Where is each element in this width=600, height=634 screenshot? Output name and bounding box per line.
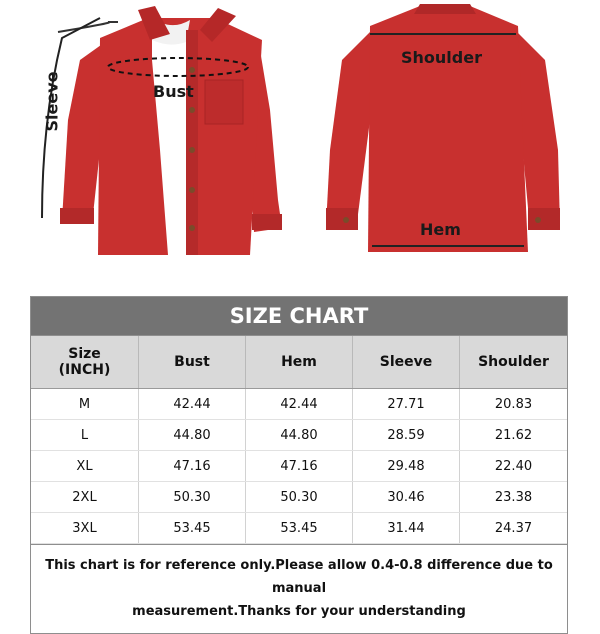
bust-cell: 44.80	[139, 420, 246, 450]
size-cell: XL	[31, 451, 139, 481]
table-row	[31, 389, 567, 420]
shoulder-cell: 24.37	[494, 520, 533, 536]
table-row	[31, 513, 567, 544]
size-cell: M	[31, 389, 139, 419]
bust-cell: 42.44	[139, 389, 246, 419]
sleeve-cell: 31.44	[353, 513, 460, 543]
shoulder-cell: 21.62	[494, 427, 533, 443]
shoulder-cell: 22.40	[494, 458, 533, 474]
hem-cell: 53.45	[246, 513, 353, 543]
sleeve-cell: 30.46	[353, 482, 460, 512]
front-shirt	[60, 6, 282, 255]
chest-pocket	[205, 80, 243, 124]
sleeve-cell: 27.71	[353, 389, 460, 419]
front-placket	[186, 30, 198, 255]
shoulder-cell: 20.83	[494, 396, 533, 412]
hem-label: Hem	[420, 220, 461, 239]
disclaimer-note	[31, 544, 567, 633]
hem-cell: 47.16	[246, 451, 353, 481]
disclaimer-line-2: measurement.Thanks for your understanding	[132, 604, 466, 619]
hem-cell: 44.80	[246, 420, 353, 450]
sleeve-cell: 29.48	[353, 451, 460, 481]
sleeve-cell: 28.59	[353, 420, 460, 450]
table-row	[31, 451, 567, 482]
bust-cell: 53.45	[139, 513, 246, 543]
shirt-illustration	[0, 0, 600, 290]
back-body	[368, 6, 528, 252]
header-shoulder: Shoulder	[478, 354, 549, 370]
size-chart-table	[30, 296, 568, 634]
bust-cell: 50.30	[139, 482, 246, 512]
back-collar	[414, 4, 476, 14]
bust-label: Bust	[153, 82, 194, 101]
header-size-text: Size (INCH)	[58, 346, 111, 378]
disclaimer-line-1: This chart is for reference only.Please allow 0.4-0.8 difference due to manual	[45, 558, 553, 596]
sleeve-label: Sleeve	[42, 71, 62, 132]
hem-cell: 50.30	[246, 482, 353, 512]
back-shirt	[326, 4, 560, 252]
bust-cell: 47.16	[139, 451, 246, 481]
table-header-row	[31, 335, 567, 389]
shoulder-cell: 23.38	[494, 489, 533, 505]
header-hem: Hem	[246, 336, 353, 388]
table-row	[31, 482, 567, 513]
table-title: SIZE CHART	[31, 297, 567, 335]
back-left-sleeve	[326, 30, 372, 230]
hem-cell: 42.44	[246, 389, 353, 419]
table-row	[31, 420, 567, 451]
header-bust: Bust	[139, 336, 246, 388]
size-cell: 3XL	[31, 513, 139, 543]
shoulder-label: Shoulder	[401, 48, 482, 67]
header-size	[31, 336, 139, 388]
product-figure	[0, 0, 600, 290]
size-cell: L	[31, 420, 139, 450]
header-sleeve: Sleeve	[353, 336, 460, 388]
size-cell: 2XL	[31, 482, 139, 512]
